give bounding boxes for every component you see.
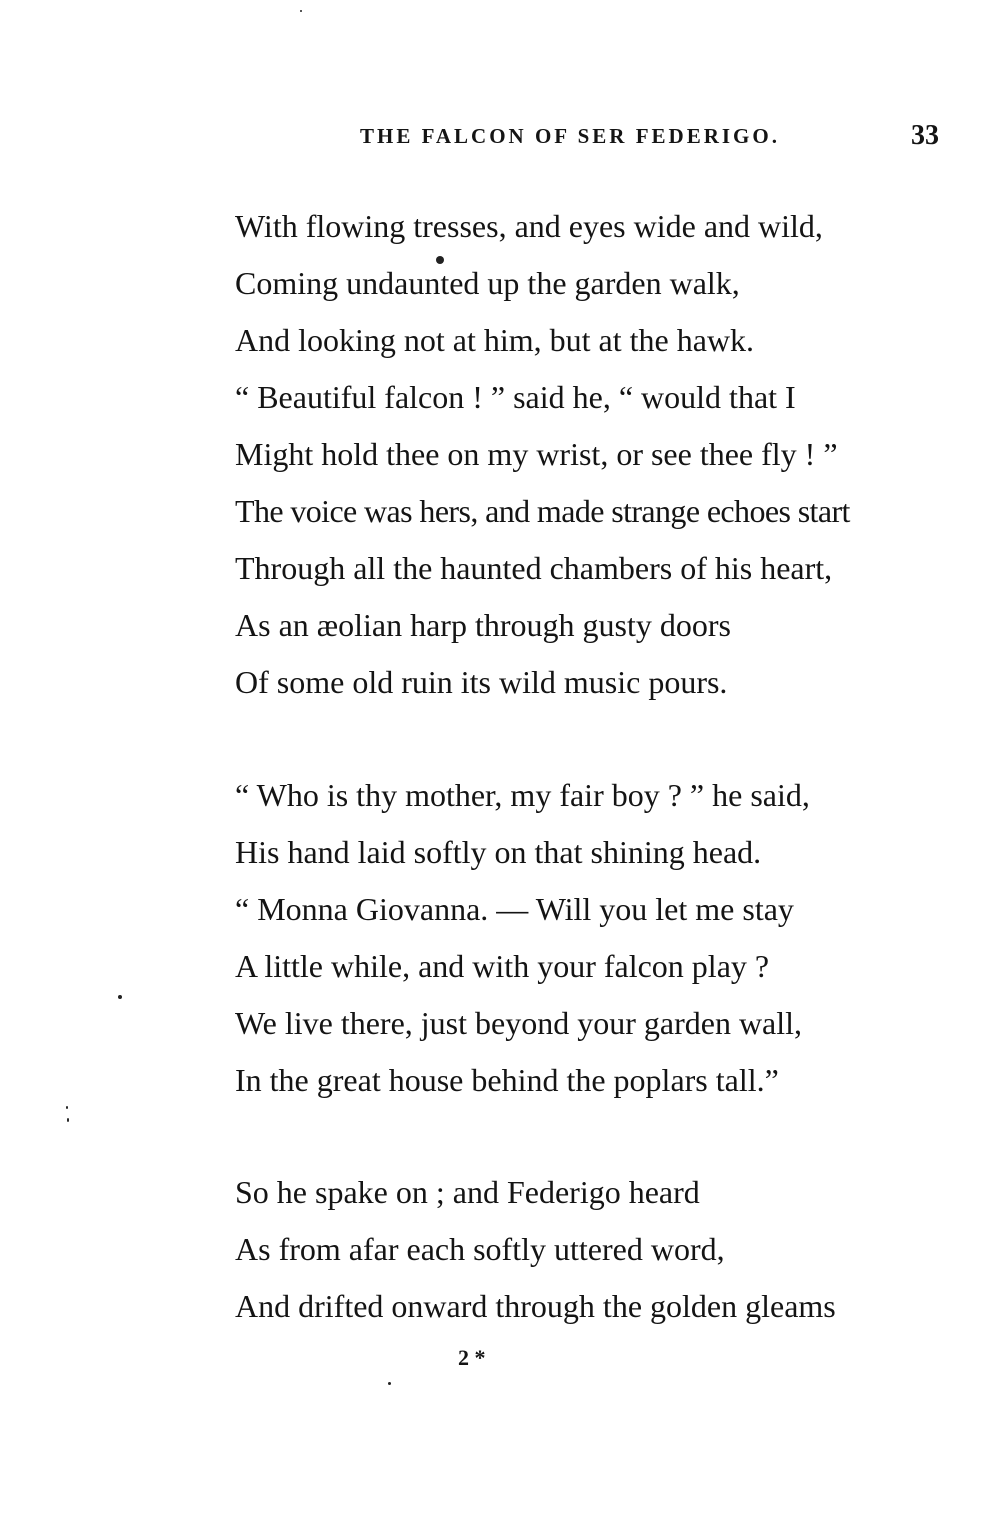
running-head bbox=[360, 120, 945, 156]
verse-line: The voice was hers, and made strange echoes start bbox=[235, 493, 850, 529]
verse-line: “ Monna Giovanna. — Will you let me stay bbox=[235, 891, 794, 927]
verse-line: A little while, and with your falcon play ? bbox=[235, 948, 770, 984]
signature-mark: 2 * bbox=[458, 1345, 486, 1370]
verse-line: Might hold thee on my wrist, or see thee fly ! ” bbox=[235, 436, 838, 472]
verse-line: As from afar each softly uttered word, bbox=[235, 1231, 725, 1267]
verse-line: Coming undaunted up the garden walk, bbox=[235, 265, 740, 301]
verse-line: In the great house behind the poplars tall.” bbox=[235, 1062, 779, 1098]
page-number: 33 bbox=[911, 120, 939, 151]
verse-line: We live there, just beyond your garden wall, bbox=[235, 1005, 803, 1041]
verse-line: And drifted onward through the golden gleams bbox=[235, 1288, 836, 1324]
verse-line: As an æolian harp through gusty doors bbox=[235, 607, 731, 643]
running-title: THE FALCON OF SER FEDERIGO. bbox=[360, 124, 780, 148]
verse-line: “ Who is thy mother, my fair boy ? ” he said, bbox=[235, 777, 810, 813]
ink-speck bbox=[300, 10, 302, 12]
verse-line: Of some old ruin its wild music pours. bbox=[235, 664, 728, 700]
verse-line: With flowing tresses, and eyes wide and wild, bbox=[235, 208, 823, 244]
verse-line: So he spake on ; and Federigo heard bbox=[235, 1174, 700, 1210]
ink-speck bbox=[66, 1106, 68, 1109]
verse-line: Through all the haunted chambers of his heart, bbox=[235, 550, 833, 586]
verse-line: “ Beautiful falcon ! ” said he, “ would that I bbox=[235, 379, 796, 415]
verse-line: And looking not at him, but at the hawk. bbox=[235, 322, 755, 358]
verse-line: His hand laid softly on that shining head. bbox=[235, 834, 762, 870]
ink-speck bbox=[118, 995, 122, 999]
ink-speck bbox=[388, 1382, 391, 1385]
ink-speck bbox=[436, 256, 444, 264]
ink-speck bbox=[67, 1118, 69, 1122]
